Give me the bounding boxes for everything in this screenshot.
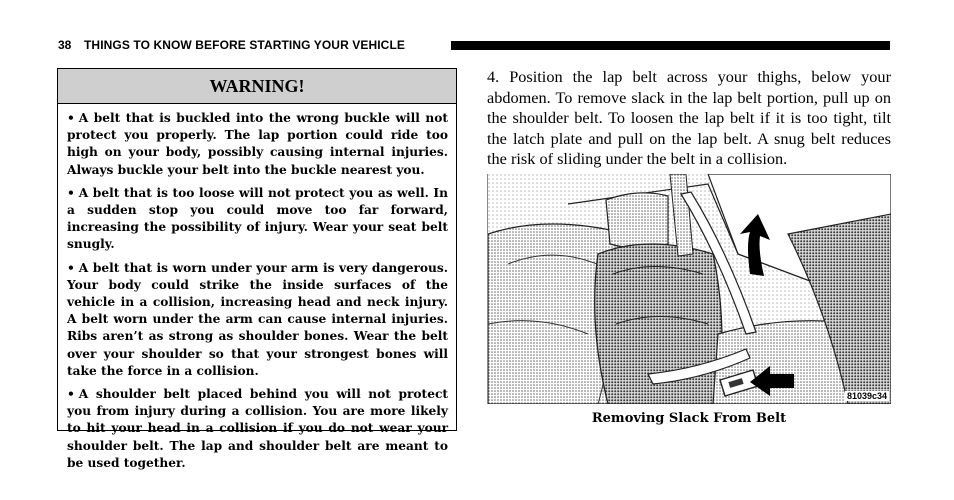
bullet-icon: • bbox=[67, 260, 75, 275]
step-paragraph: 4. Position the lap belt across your thighs, below your abdomen. To remove slack in the lap belt portion, pull up on the shoulder belt. To loosen the lap belt if it is too tight, tilt the latch plate and pull on the lap belt. A snug belt reduces the risk of sliding under the belt in a collision. bbox=[487, 67, 891, 168]
bullet-icon: • bbox=[67, 387, 75, 402]
figure-caption: Removing Slack From Belt bbox=[591, 411, 787, 426]
headrest-shape bbox=[606, 193, 668, 248]
warning-bullet-text: A belt that is buckled into the wrong buckle will not protect you properly. The lap portion could ride too high on your body, possibly causing internal injuries. Always buckle your belt into the buckle nearest you. bbox=[67, 111, 448, 177]
page-number: 38 bbox=[58, 38, 72, 52]
page-header bbox=[58, 38, 890, 54]
warning-bullet bbox=[67, 260, 448, 380]
warning-bullet-text: A shoulder belt placed behind you will not protect you from injury during a collision. You are more likely to hit your head in a collision if you do not wear your shoulder belt. The lap and shoulder belt are meant to be used together. bbox=[67, 387, 448, 470]
warning-bullet-text: A belt that is too loose will not protect you as well. In a sudden stop you could move too far forward, increasing the possibility of injury. Wear your seat belt snugly. bbox=[67, 185, 448, 252]
warning-bullet bbox=[67, 386, 448, 472]
bullet-icon: • bbox=[67, 185, 75, 200]
warning-title: WARNING! bbox=[58, 69, 456, 104]
seat-belt-illustration bbox=[487, 174, 891, 404]
warning-box bbox=[57, 68, 457, 470]
header-rule bbox=[451, 41, 890, 50]
section-title: THINGS TO KNOW BEFORE STARTING YOUR VEHICLE bbox=[84, 38, 405, 52]
warning-body bbox=[58, 104, 456, 472]
warning-bullet bbox=[67, 185, 448, 254]
figure-id: 81039c34 bbox=[846, 391, 887, 401]
warning-bullet bbox=[67, 110, 448, 179]
bullet-icon: • bbox=[67, 111, 75, 125]
warning-bullet-text: A belt that is worn under your arm is very dangerous. Your body could strike the inside surfaces of the vehicle in a collision, increasing head and neck injury. A belt worn under the arm can cause internal injuries. Ribs aren’t as strong as shoulder bones. Wear the belt over your shoulder so that your strongest bones will take the force in a collision. bbox=[67, 260, 448, 378]
seat-belt-drawing bbox=[488, 174, 891, 404]
